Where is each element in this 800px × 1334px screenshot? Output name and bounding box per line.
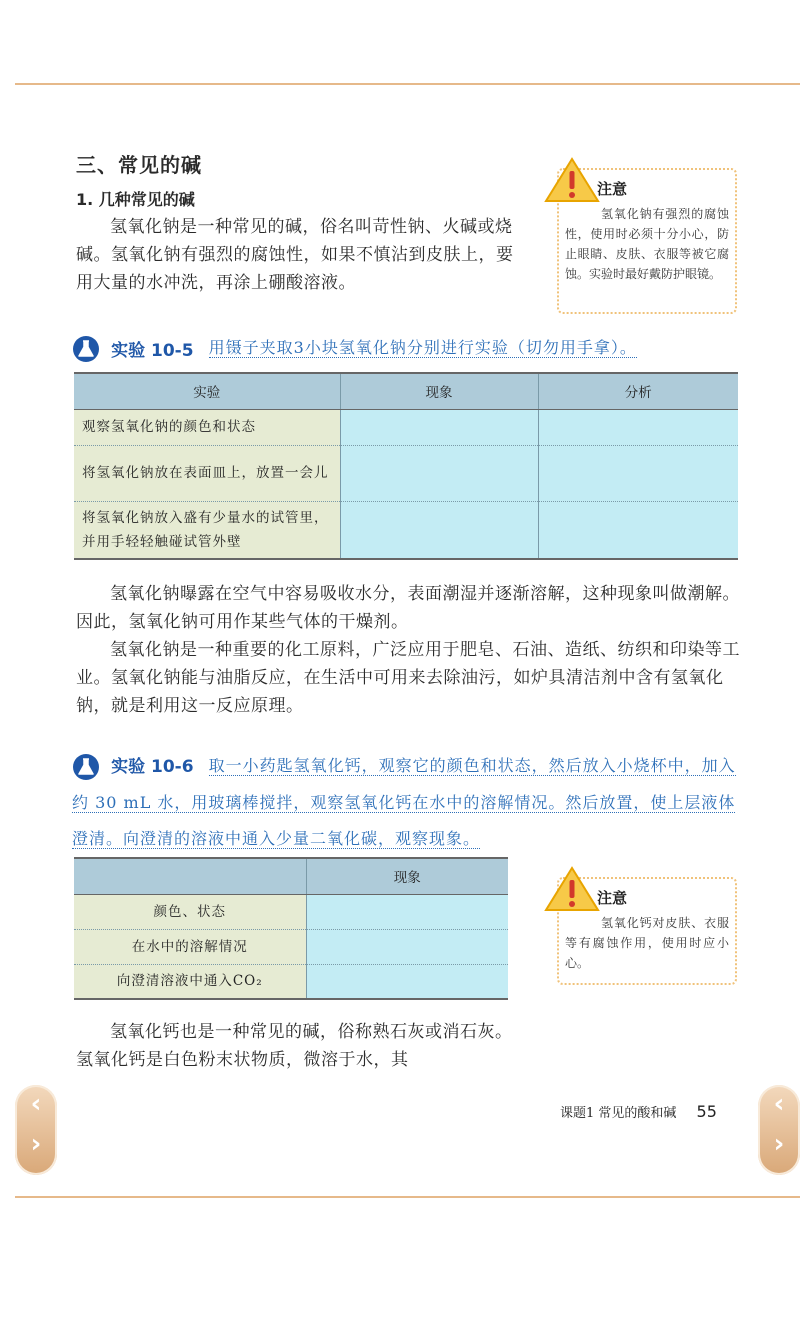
phenomenon-cell <box>340 445 538 501</box>
table-header-row <box>74 373 738 409</box>
note-title: 注意 <box>597 180 628 198</box>
experiment-10-5-table <box>74 372 738 560</box>
phenomenon-cell <box>340 501 538 559</box>
experiment-cell: 将氢氧化钠放入盛有少量水的试管里，并用手轻轻触碰试管外壁 <box>74 501 340 559</box>
table-row <box>74 445 738 501</box>
experiment-cell: 将氢氧化钠放在表面皿上，放置一会儿 <box>74 445 340 501</box>
section-title: 三、常见的碱 <box>76 153 202 177</box>
page-footer <box>560 1102 717 1121</box>
experiment-10-5-heading <box>72 332 752 364</box>
page-nav-left[interactable] <box>15 1085 57 1175</box>
bottom-rule <box>15 1196 800 1198</box>
chapter-title: 课题1 常见的酸和碱 <box>560 1106 677 1121</box>
paragraph-text: 氢氧化钙也是一种常见的碱，俗称熟石灰或消石灰。氢氧化钙是白色粉末状物质，微溶于水，其 <box>76 1022 513 1070</box>
note-body: 氢氧化钙对皮肤、衣服等有腐蚀作用，使用时应小心。 <box>565 916 729 970</box>
phenomenon-cell <box>340 409 538 445</box>
table-row <box>74 964 508 999</box>
experiment-flask-icon <box>72 753 100 781</box>
paragraph-sodium-hydroxide-intro <box>76 213 516 297</box>
page-number: 55 <box>696 1102 717 1121</box>
property-cell: 颜色、状态 <box>74 894 306 929</box>
column-header-analysis: 分析 <box>538 373 738 409</box>
experiment-cell: 观察氢氧化钠的颜色和状态 <box>74 409 340 445</box>
chevron-down-icon[interactable]: › <box>30 1129 42 1159</box>
column-header-experiment: 实验 <box>74 373 340 409</box>
experiment-10-6-heading <box>72 748 752 857</box>
warning-icon <box>543 156 601 204</box>
chevron-down-icon[interactable]: › <box>773 1129 785 1159</box>
table-header-row <box>74 858 508 894</box>
paragraph-text: 氢氧化钠是一种常见的碱，俗名叫苛性钠、火碱或烧碱。氢氧化钠有强烈的腐蚀性，如果不慎沾到皮肤上，要用大量的水冲洗，再涂上硼酸溶液。 <box>76 217 514 293</box>
phenomenon-cell <box>306 894 508 929</box>
experiment-label: 实验 10-5 <box>111 341 194 361</box>
subsection-title: 1. 几种常见的碱 <box>76 190 195 209</box>
table-row <box>74 501 738 559</box>
caution-note-sodium-hydroxide <box>557 168 737 314</box>
property-cell: 在水中的溶解情况 <box>74 929 306 964</box>
analysis-cell <box>538 445 738 501</box>
phenomenon-cell <box>306 929 508 964</box>
note-body: 氢氧化钠有强烈的腐蚀性，使用时必须十分小心，防止眼睛、皮肤、衣服等被它腐蚀。实验时最好戴防护眼镜。 <box>565 207 729 281</box>
experiment-flask-icon <box>72 335 100 363</box>
table-row <box>74 929 508 964</box>
phenomenon-cell <box>306 964 508 999</box>
chevron-up-icon[interactable]: ‹ <box>30 1089 42 1119</box>
warning-icon <box>543 865 601 913</box>
chevron-up-icon[interactable]: ‹ <box>773 1089 785 1119</box>
table-row <box>74 894 508 929</box>
paragraphs-deliquescence-and-uses <box>76 580 744 720</box>
experiment-instruction: 用镊子夹取3小块氢氧化钠分别进行实验（切勿用手拿）。 <box>208 338 637 357</box>
experiment-label: 实验 10-6 <box>111 756 194 777</box>
note-title: 注意 <box>597 889 628 907</box>
experiment-10-6-table <box>74 857 508 1000</box>
experiment-instruction: 取一小药匙氢氧化钙，观察它的颜色和状态，然后放入小烧杯中，加入约 30 mL 水，用玻璃棒搅拌，观察氢氧化钙在水中的溶解情况。然后放置，使上层液体澄清。向澄清的溶液中通入少量二氧化碳，观察现象。 <box>72 756 736 848</box>
column-header-phenomenon: 现象 <box>306 858 508 894</box>
analysis-cell <box>538 501 738 559</box>
caution-note-calcium-hydroxide <box>557 877 737 985</box>
column-header-phenomenon: 现象 <box>340 373 538 409</box>
analysis-cell <box>538 409 738 445</box>
page-nav-right[interactable] <box>758 1085 800 1175</box>
table-row <box>74 409 738 445</box>
paragraph-text: 氢氧化钠是一种重要的化工原料，广泛应用于肥皂、石油、造纸、纺织和印染等工业。氢氧化钠能与油脂反应，在生活中可用来去除油污，如炉具清洁剂中含有氢氧化钠，就是利用这一反应原理。 <box>76 640 740 716</box>
property-cell: 向澄清溶液中通入CO₂ <box>74 964 306 999</box>
paragraph-text: 氢氧化钠曝露在空气中容易吸收水分，表面潮湿并逐渐溶解，这种现象叫做潮解。因此，氢氧化钠可用作某些气体的干燥剂。 <box>76 584 740 632</box>
top-rule <box>15 83 800 85</box>
column-header-blank <box>74 858 306 894</box>
paragraph-calcium-hydroxide-intro <box>76 1018 516 1074</box>
